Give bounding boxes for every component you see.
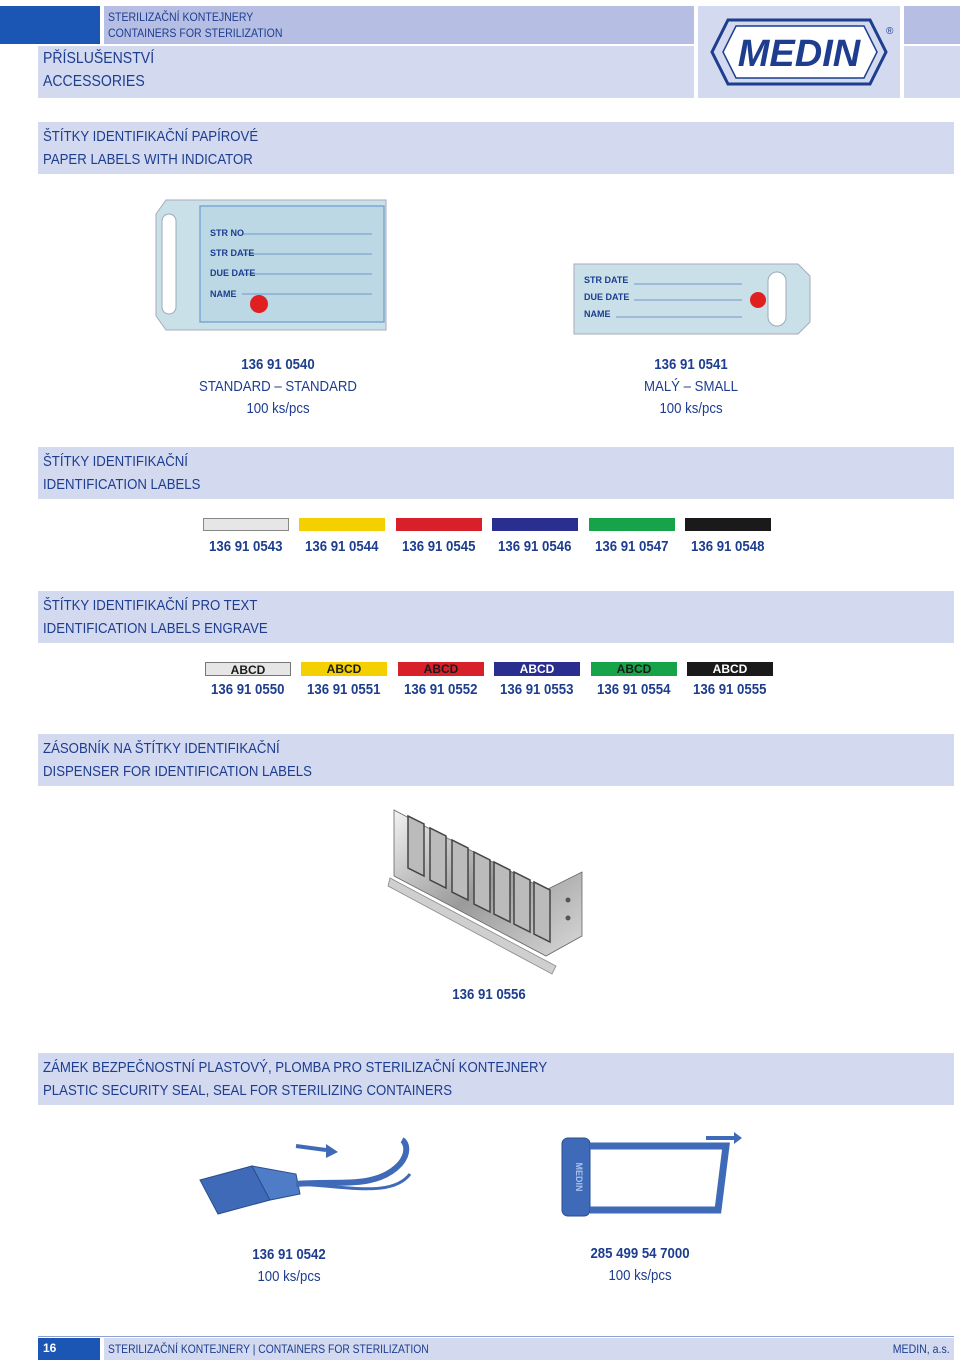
id-label-code-0543: 136 91 0543 (209, 538, 283, 555)
seal-title-en: PLASTIC SECURITY SEAL, SEAL FOR STERILIZING CONTAINERS (43, 1082, 453, 1099)
seal-1-info (189, 1244, 389, 1288)
engrave-code-0551: 136 91 0551 (307, 681, 381, 698)
id-labels-title-en: IDENTIFICATION LABELS (43, 476, 201, 493)
paper-label-standard-image (152, 198, 388, 332)
id-label-swatch-0543 (203, 518, 289, 531)
dispenser-image (386, 806, 592, 976)
paper-labels-title-en: PAPER LABELS WITH INDICATOR (43, 151, 253, 168)
seal-1-image (196, 1134, 430, 1234)
seal-2-image (556, 1128, 746, 1228)
footer-company: MEDIN, a.s. (893, 1342, 950, 1356)
id-label-swatch-0546 (492, 518, 578, 531)
seal-1-code: 136 91 0542 (252, 1246, 326, 1263)
footer-page-number: 16 (43, 1341, 57, 1355)
seal-2-code: 285 499 54 7000 (590, 1245, 690, 1262)
paper-label-small-field-2: DUE DATE (584, 292, 630, 302)
seal-2-qty: 100 ks/pcs (608, 1267, 672, 1284)
id-label-code-0544: 136 91 0544 (305, 538, 379, 555)
series-line2: CONTAINERS FOR STERILIZATION (108, 26, 283, 40)
dispenser-title-cz: ZÁSOBNÍK NA ŠTÍTKY IDENTIFIKAČNÍ (43, 740, 280, 757)
header-right-bar (904, 6, 960, 44)
engrave-chip-0553: ABCD (494, 662, 580, 676)
logo-text: MEDIN (737, 33, 861, 75)
id-label-code-0545: 136 91 0545 (402, 538, 476, 555)
paper-label-standard-info (178, 354, 378, 420)
paper-label-standard-qty: 100 ks/pcs (246, 400, 310, 417)
header-left-bar (0, 6, 100, 44)
header-section-band (38, 46, 694, 98)
logo-box (698, 6, 900, 98)
dispenser-code: 136 91 0556 (452, 986, 526, 1003)
paper-label-standard-field-1: STR NO (210, 228, 245, 238)
engrave-labels-title-en: IDENTIFICATION LABELS ENGRAVE (43, 620, 268, 637)
id-label-code-0548: 136 91 0548 (691, 538, 765, 555)
paper-label-standard-name: STANDARD – STANDARD (199, 378, 357, 395)
engrave-code-0553: 136 91 0553 (500, 681, 574, 698)
section-title-en: ACCESSORIES (43, 73, 145, 90)
section-title-cz: PŘÍSLUŠENSTVÍ (43, 50, 155, 67)
id-label-code-0546: 136 91 0546 (498, 538, 572, 555)
id-label-swatch-0544 (299, 518, 385, 531)
engrave-chip-0550: ABCD (205, 662, 291, 676)
engrave-chip-0554: ABCD (591, 662, 677, 676)
engrave-code-0555: 136 91 0555 (693, 681, 767, 698)
engrave-code-0552: 136 91 0552 (404, 681, 478, 698)
seal-title-cz: ZÁMEK BEZPEČNOSTNÍ PLASTOVÝ, PLOMBA PRO STERILIZAČNÍ KONTEJNERY (43, 1059, 548, 1076)
paper-label-small-name: MALÝ – SMALL (644, 378, 738, 395)
medin-logo (698, 6, 900, 98)
dispenser-code-wrap (389, 984, 589, 1006)
engrave-chip-0551: ABCD (301, 662, 387, 676)
id-label-swatch-0548 (685, 518, 771, 531)
id-label-code-0547: 136 91 0547 (595, 538, 669, 555)
dispenser-title-en: DISPENSER FOR IDENTIFICATION LABELS (43, 763, 312, 780)
paper-label-small-qty: 100 ks/pcs (659, 400, 723, 417)
footer-rule (38, 1336, 954, 1337)
engrave-code-0550: 136 91 0550 (211, 681, 285, 698)
id-label-swatch-0545 (396, 518, 482, 531)
engrave-chip-0552: ABCD (398, 662, 484, 676)
paper-label-standard-field-3: DUE DATE (210, 268, 256, 278)
paper-label-small-code: 136 91 0541 (654, 356, 728, 373)
header-right-bar-lower (904, 46, 960, 98)
paper-label-standard-field-4: NAME (210, 289, 237, 299)
paper-labels-title-cz: ŠTÍTKY IDENTIFIKAČNÍ PAPÍROVÉ (43, 128, 259, 145)
paper-label-small-field-1: STR DATE (584, 275, 629, 285)
header-series-band (104, 6, 694, 44)
seal-2-info (540, 1243, 740, 1287)
seal-1-qty: 100 ks/pcs (257, 1268, 321, 1285)
paper-label-small-info (591, 354, 791, 420)
seal-2-imprint: MEDIN (574, 1162, 584, 1192)
id-labels-title-cz: ŠTÍTKY IDENTIFIKAČNÍ (43, 453, 188, 470)
paper-label-standard-field-2: STR DATE (210, 248, 255, 258)
engrave-chip-0555: ABCD (687, 662, 773, 676)
logo-registered-mark: ® (886, 26, 894, 37)
series-line1: STERILIZAČNÍ KONTEJNERY (108, 10, 254, 24)
paper-label-small-field-3: NAME (584, 309, 611, 319)
id-label-swatch-0547 (589, 518, 675, 531)
footer-text: STERILIZAČNÍ KONTEJNERY | CONTAINERS FOR STERILIZATION (108, 1342, 429, 1356)
engrave-labels-title-cz: ŠTÍTKY IDENTIFIKAČNÍ PRO TEXT (43, 597, 258, 614)
engrave-code-0554: 136 91 0554 (597, 681, 671, 698)
paper-label-standard-code: 136 91 0540 (241, 356, 315, 373)
